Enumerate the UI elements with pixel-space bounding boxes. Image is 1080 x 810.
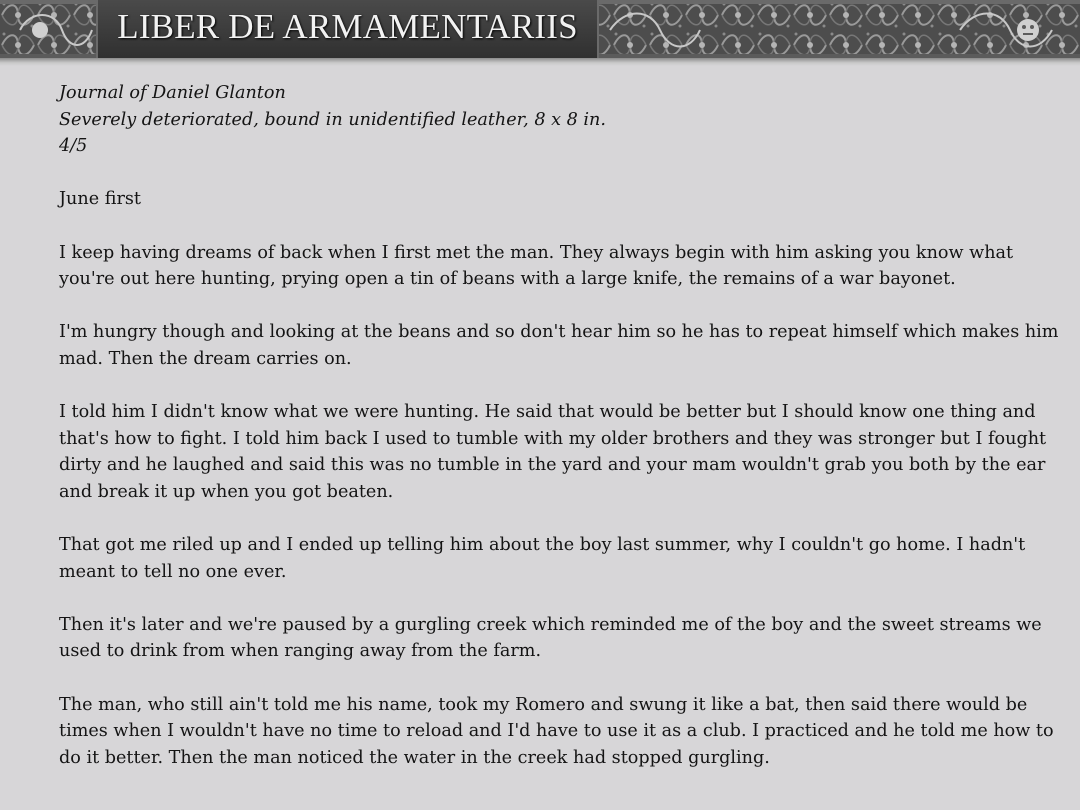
title-plate (96, 0, 599, 60)
journal-entry (59, 80, 1069, 771)
header-banner (0, 0, 1080, 66)
banner-divider (0, 58, 1080, 66)
entry-paragraph: The man, who still ain't told me his name, took my Romero and swung it like a bat, then said there would be times when I wouldn't have no time to reload and I'd have to use it as a club. I practiced and he told me how to do it better. Then the man noticed the water in the creek had stopped gurgling. (59, 694, 1054, 768)
entry-paragraph: That got me riled up and I ended up telling him about the boy last summer, why I couldn't go home. I hadn't meant to tell no one ever. (59, 535, 1026, 582)
entry-paragraph: Then it's later and we're paused by a gurgling creek which reminded me of the boy and the sweet streams we used to drink from when ranging away from the farm. (59, 614, 1042, 662)
page-title: LIBER DE ARMAMENTARIIS (117, 7, 578, 46)
document-source: Journal of Daniel Glanton (59, 83, 286, 103)
entry-paragraph: I keep having dreams of back when I first met the man. They always begin with him asking you know what you're out here hunting, prying open a tin of beans with a large knife, the remains of a war bayonet. (59, 242, 1014, 290)
document-page-count: 4/5 (59, 136, 88, 157)
entry-date: June first (59, 189, 141, 210)
entry-paragraph: I told him I didn't know what we were hunting. He said that would be better but I should know one thing and that's how to fight. I told him back I used to tumble with my older brothers and they was stronger but I fought dirty and he laughed and said this was no tumble in the yard and your mam wouldn't grab you both by the ear and break it up when you got beaten. (59, 402, 1047, 502)
document-condition: Severely deteriorated, bound in unidentified leather, 8 x 8 in. (59, 109, 606, 130)
entry-paragraph: I'm hungry though and looking at the beans and so don't hear him so he has to repeat himself which makes him mad. Then the dream carries on. (59, 322, 1059, 369)
